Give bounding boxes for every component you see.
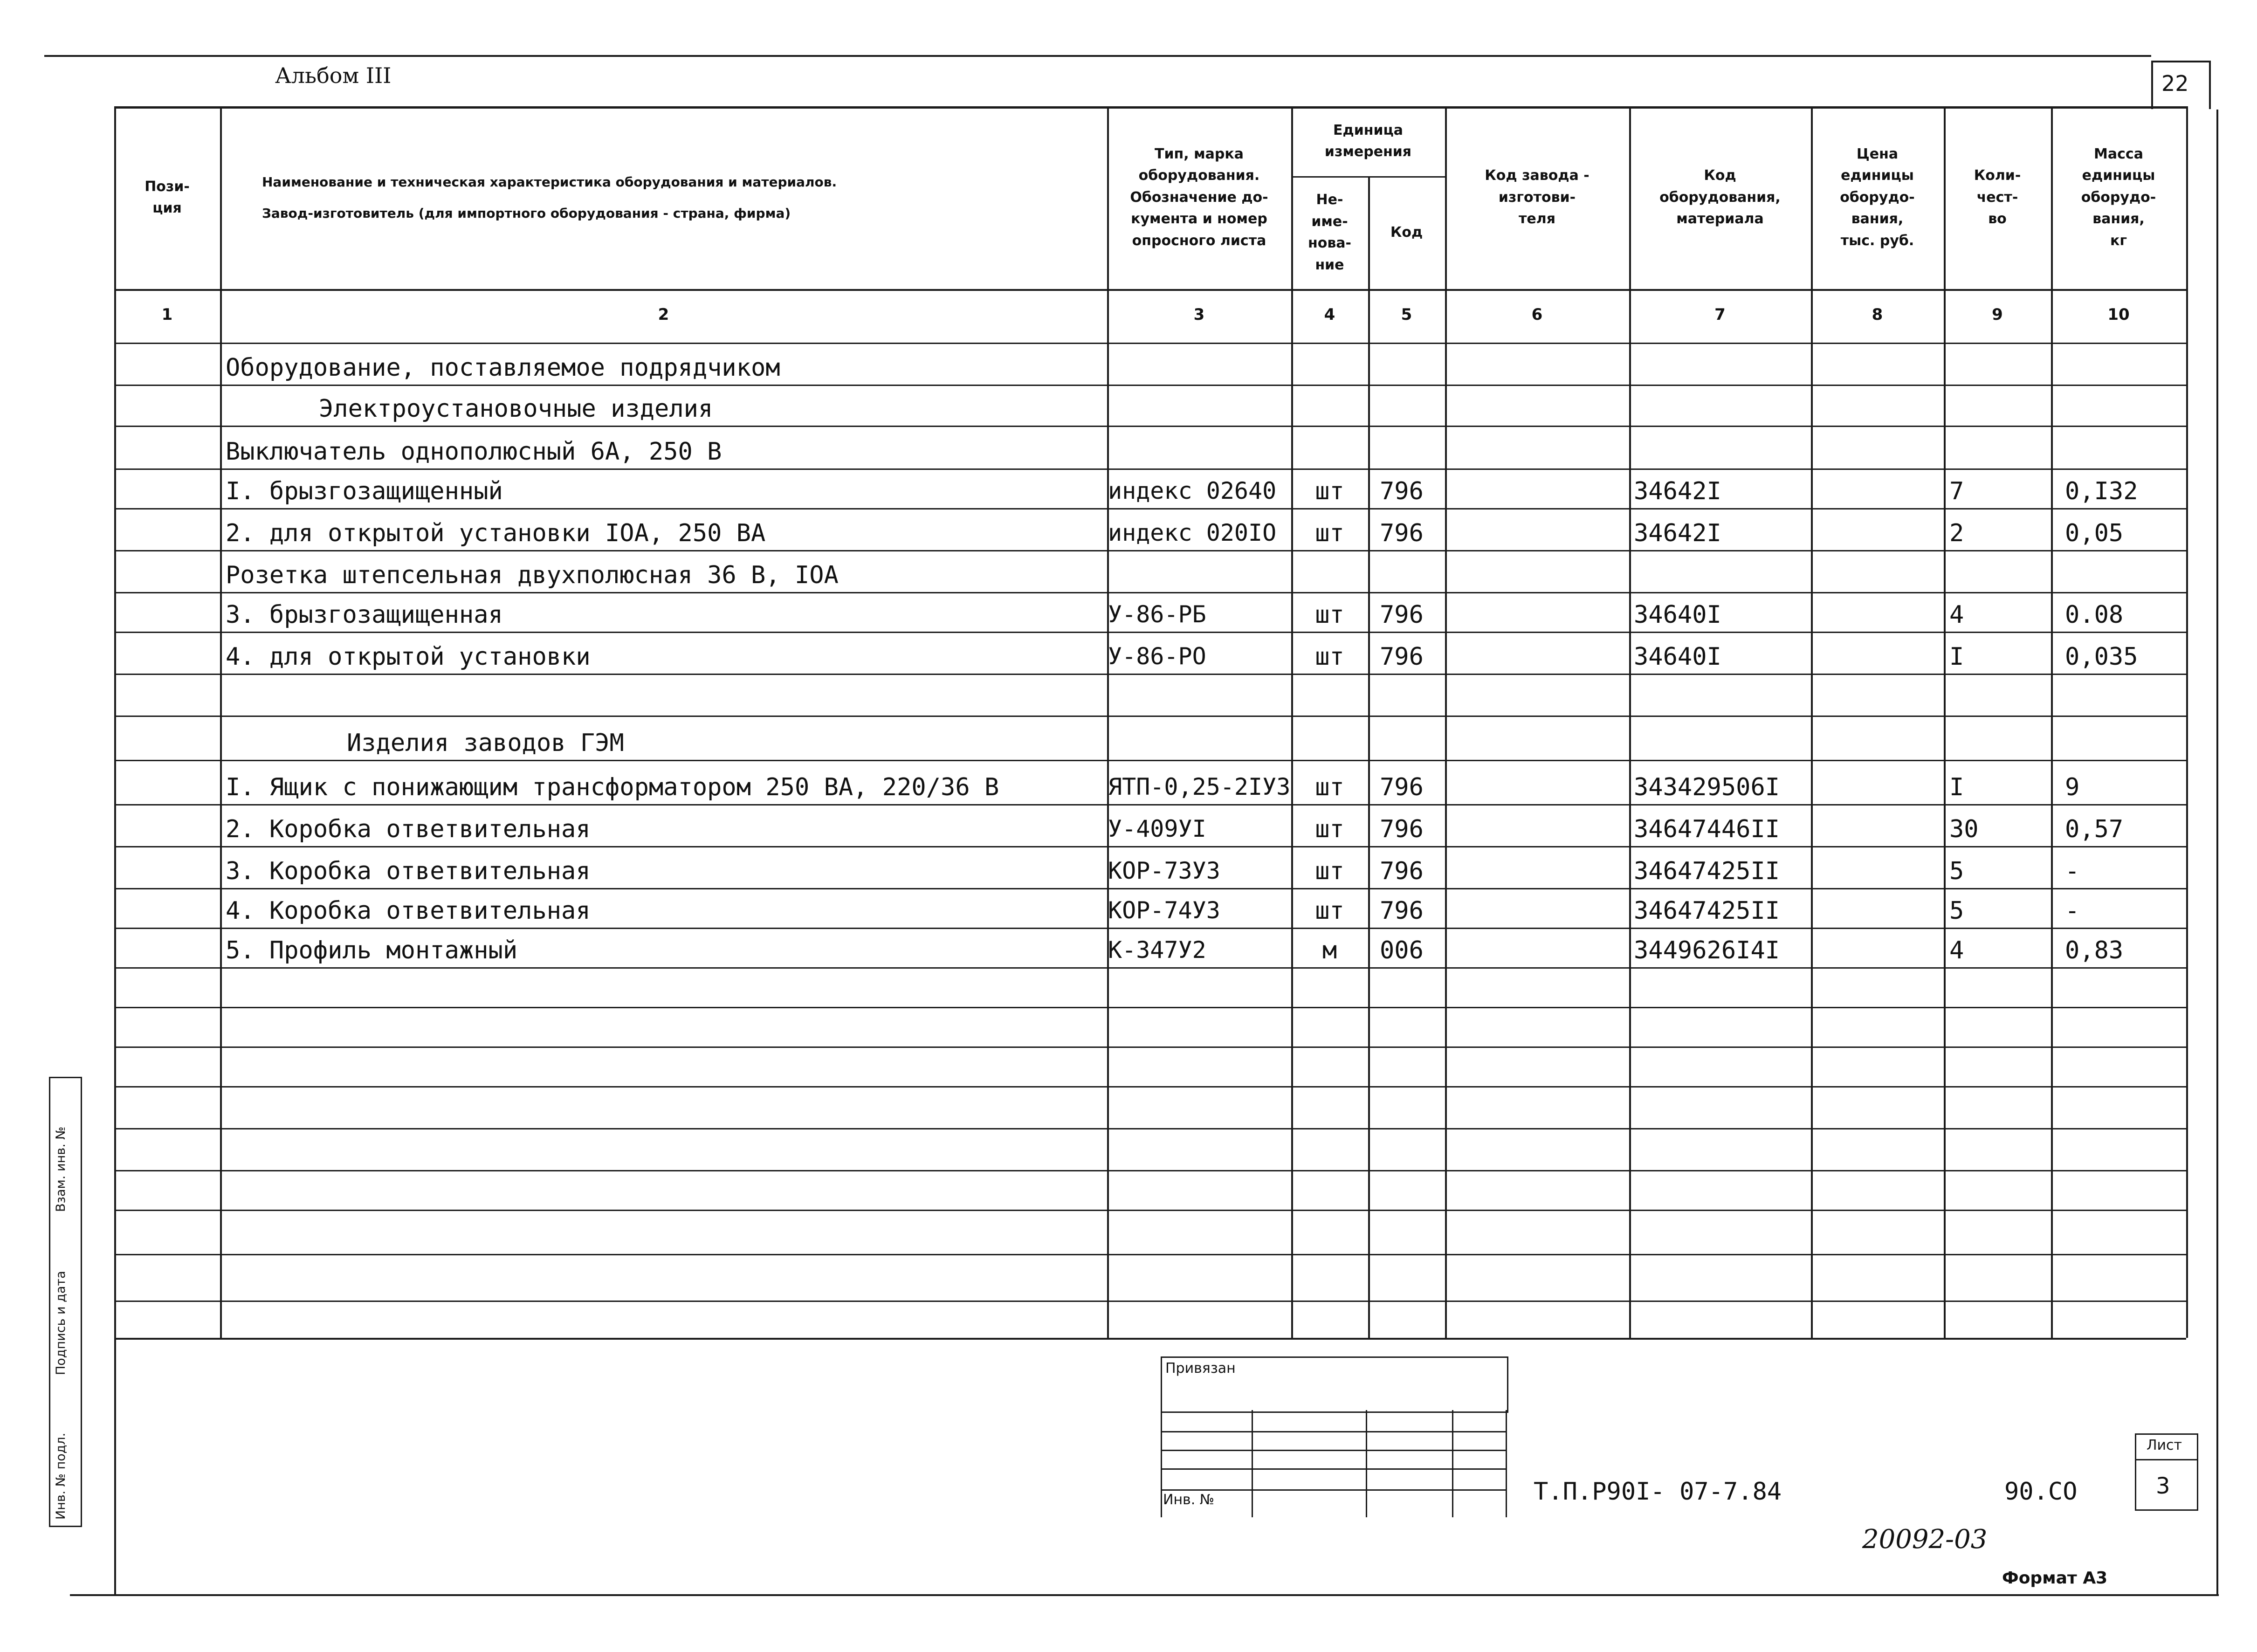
row-7-type: У-86-РБ [1108, 601, 1206, 628]
row-7-mat: 34640I [1634, 601, 1721, 629]
column-line [1445, 106, 1447, 1338]
header-num-10: 10 [2107, 305, 2130, 324]
column-line [2186, 106, 2188, 1338]
row-8-qty: I [1949, 643, 1964, 671]
row-14-mat: 34647425II [1634, 897, 1780, 925]
row-line [114, 508, 2186, 509]
side-label-signature-date: Подпись и дата [54, 1271, 68, 1375]
row-12-mass: 0,57 [2065, 815, 2124, 843]
row-15-mat: 3449626I4I [1634, 936, 1780, 964]
row-15-code: 006 [1380, 936, 1424, 964]
table-bottom-line [114, 1338, 2186, 1340]
row-line [114, 1128, 2186, 1129]
page-number: 22 [2161, 71, 2189, 96]
row-line [114, 1170, 2186, 1171]
row-12-code: 796 [1380, 815, 1424, 843]
row-14-unit: шт [1315, 897, 1344, 925]
row-4-code: 796 [1380, 477, 1424, 505]
stamp-line-4 [1161, 1489, 1506, 1491]
row-4-type: индекс 02640 [1108, 477, 1277, 504]
header-col-1: Пози- ция [145, 178, 190, 216]
row-7-mass: 0.08 [2065, 601, 2124, 629]
row-7-unit: шт [1315, 601, 1344, 629]
row-14-mass: - [2065, 897, 2080, 925]
row-13-name: 3. Коробка ответвительная [226, 857, 591, 885]
row-line [114, 426, 2186, 427]
unit-group-header: Единица измерения [1324, 122, 1412, 160]
header-num-7: 7 [1714, 305, 1726, 324]
row-10-name: Изделия заводов ГЭМ [347, 729, 624, 757]
row-15-mass: 0,83 [2065, 936, 2124, 964]
row-1-name: Оборудование, поставляемое подрядчиком [226, 354, 780, 382]
left-frame-line [114, 1338, 116, 1594]
stamp-vline-5 [1506, 1410, 1507, 1517]
handwritten-number: 20092-03 [1862, 1524, 1988, 1555]
sheet-box-divider [2135, 1459, 2198, 1460]
row-line [114, 967, 2186, 969]
row-15-qty: 4 [1949, 936, 1964, 964]
sheet-number: 3 [2156, 1473, 2170, 1499]
stamp-line-1 [1161, 1431, 1506, 1432]
row-line [114, 846, 2186, 847]
header-num-1: 1 [161, 305, 173, 324]
row-7-qty: 4 [1949, 601, 1964, 629]
row-3-name: Выключатель однополюсный 6А, 250 В [226, 438, 722, 466]
row-line [114, 1301, 2186, 1302]
row-13-type: КОР-73У3 [1108, 857, 1220, 884]
row-11-code: 796 [1380, 773, 1424, 801]
privyazan-label: Привязан [1165, 1360, 1236, 1377]
row-7-code: 796 [1380, 601, 1424, 629]
row-line [114, 1210, 2186, 1211]
column-line [1107, 106, 1109, 1338]
row-line [114, 716, 2186, 717]
row-7-name: 3. брызгозащищенная [226, 601, 503, 629]
row-14-type: КОР-74У3 [1108, 897, 1220, 924]
sheet-label: Лист [2147, 1437, 2182, 1453]
row-13-mat: 34647425II [1634, 857, 1780, 885]
stamp-vline-2 [1252, 1410, 1253, 1517]
row-line [114, 804, 2186, 805]
row-8-mat: 34640I [1634, 643, 1721, 671]
row-4-mat: 34642I [1634, 477, 1721, 505]
row-line [114, 674, 2186, 675]
row-4-name: I. брызгозащищенный [226, 477, 503, 505]
stamp-line-2 [1161, 1450, 1506, 1451]
row-14-code: 796 [1380, 897, 1424, 925]
row-11-name: I. Ящик с понижающим трансформатором 250 ВА, 220/36 В [226, 773, 999, 801]
header-num-5: 5 [1401, 305, 1412, 324]
stamp-vline-1 [1161, 1410, 1162, 1517]
row-12-mat: 34647446II [1634, 815, 1780, 843]
row-11-mass: 9 [2065, 773, 2080, 801]
row-12-type: У-409УI [1108, 815, 1206, 842]
column-line [114, 106, 116, 1338]
header-col-10: Масса единицы оборудо- вания, кг [2081, 145, 2156, 249]
row-line [114, 385, 2186, 386]
album-label: Альбом III [275, 63, 392, 88]
row-5-name: 2. для открытой установки IOA, 250 BA [226, 519, 766, 547]
header-num-8: 8 [1872, 305, 1883, 324]
row-line [114, 1086, 2186, 1088]
header-num-9: 9 [1992, 305, 2003, 324]
header-col-5: Код [1390, 224, 1423, 241]
row-8-mass: 0,035 [2065, 643, 2138, 671]
header-num-4: 4 [1324, 305, 1335, 324]
row-4-mass: 0,I32 [2065, 477, 2138, 505]
row-13-qty: 5 [1949, 857, 1964, 885]
row-8-name: 4. для открытой установки [226, 643, 591, 671]
row-line [114, 592, 2186, 593]
format-label: Формат А3 [2002, 1569, 2108, 1588]
row-13-mass: - [2065, 857, 2080, 885]
stamp-line-3 [1161, 1468, 1506, 1470]
column-line [1629, 106, 1631, 1338]
header-col-6: Код завода - изготови- теля [1485, 167, 1590, 227]
inv-no-label: Инв. № [1163, 1492, 1215, 1508]
row-line [114, 760, 2186, 761]
sheet-code: 90.CO [2004, 1478, 2078, 1506]
row-5-code: 796 [1380, 519, 1424, 547]
column-line [1811, 106, 1813, 1338]
header-col-3: Тип, марка оборудования. Обозначение до- кумента и номер опросного листа [1130, 145, 1268, 249]
row-line [114, 1254, 2186, 1255]
row-12-name: 2. Коробка ответвительная [226, 815, 591, 843]
column-line [1944, 106, 1946, 1338]
column-line [1368, 176, 1370, 1338]
stamp-vline-4 [1452, 1410, 1453, 1517]
row-5-unit: шт [1315, 519, 1344, 547]
row-15-unit: м [1322, 936, 1337, 964]
row-line [114, 468, 2186, 470]
row-15-name: 5. Профиль монтажный [226, 936, 518, 964]
row-11-type: ЯТП-0,25-2IУ3 [1108, 773, 1291, 800]
column-line [1291, 106, 1293, 1338]
header-num-6: 6 [1531, 305, 1543, 324]
header-col-7: Код оборудования, материала [1659, 167, 1781, 227]
row-13-unit: шт [1315, 857, 1344, 885]
row-11-mat: 343429506I [1634, 773, 1780, 801]
row-8-code: 796 [1380, 643, 1424, 671]
document-code: Т.П.Р90I- 07-7.84 [1534, 1478, 1782, 1506]
header-num-2: 2 [658, 305, 669, 324]
column-line [2051, 106, 2053, 1338]
row-12-unit: шт [1315, 815, 1344, 843]
row-5-type: индекс 020IO [1108, 519, 1277, 546]
row-4-unit: шт [1315, 477, 1344, 505]
row-13-code: 796 [1380, 857, 1424, 885]
row-14-name: 4. Коробка ответвительная [226, 897, 591, 925]
row-6-name: Розетка штепсельная двухполюсная 36 В, IOA [226, 561, 839, 589]
row-line [114, 928, 2186, 929]
header-col-2: Наименование и техническая характеристика оборудования и материалов. Завод-изготовитель (для импортного оборудования - страна, фирма) [262, 174, 837, 221]
row-5-mass: 0,05 [2065, 519, 2124, 547]
row-5-qty: 2 [1949, 519, 1964, 547]
stamp-vline-3 [1366, 1410, 1367, 1517]
row-line [114, 632, 2186, 633]
row-line [114, 888, 2186, 889]
row-line [114, 1007, 2186, 1008]
header-col-4: Не- име- нова- ние [1307, 192, 1352, 273]
column-line [220, 106, 222, 1338]
row-12-qty: 30 [1949, 815, 1979, 843]
header-num-3: 3 [1193, 305, 1205, 324]
header-col-8: Цена единицы оборудо- вания, тыс. руб. [1840, 145, 1915, 249]
row-11-qty: I [1949, 773, 1964, 801]
row-line [114, 343, 2186, 344]
side-label-inv-podl: Инв. № подл. [54, 1432, 68, 1520]
row-5-mat: 34642I [1634, 519, 1721, 547]
row-8-unit: шт [1315, 643, 1344, 671]
side-label-zam-inv: Взам. инв. № [54, 1126, 68, 1212]
header-bottom-line [114, 289, 2186, 291]
row-4-qty: 7 [1949, 477, 1964, 505]
row-line [114, 1046, 2186, 1048]
row-11-unit: шт [1315, 773, 1344, 801]
row-line [114, 550, 2186, 551]
row-8-type: У-86-РО [1108, 643, 1206, 670]
header-col-9: Коли- чест- во [1974, 167, 2021, 227]
row-15-type: К-347У2 [1108, 936, 1206, 964]
row-2-name: Электроустановочные изделия [319, 395, 713, 423]
row-14-qty: 5 [1949, 897, 1964, 925]
